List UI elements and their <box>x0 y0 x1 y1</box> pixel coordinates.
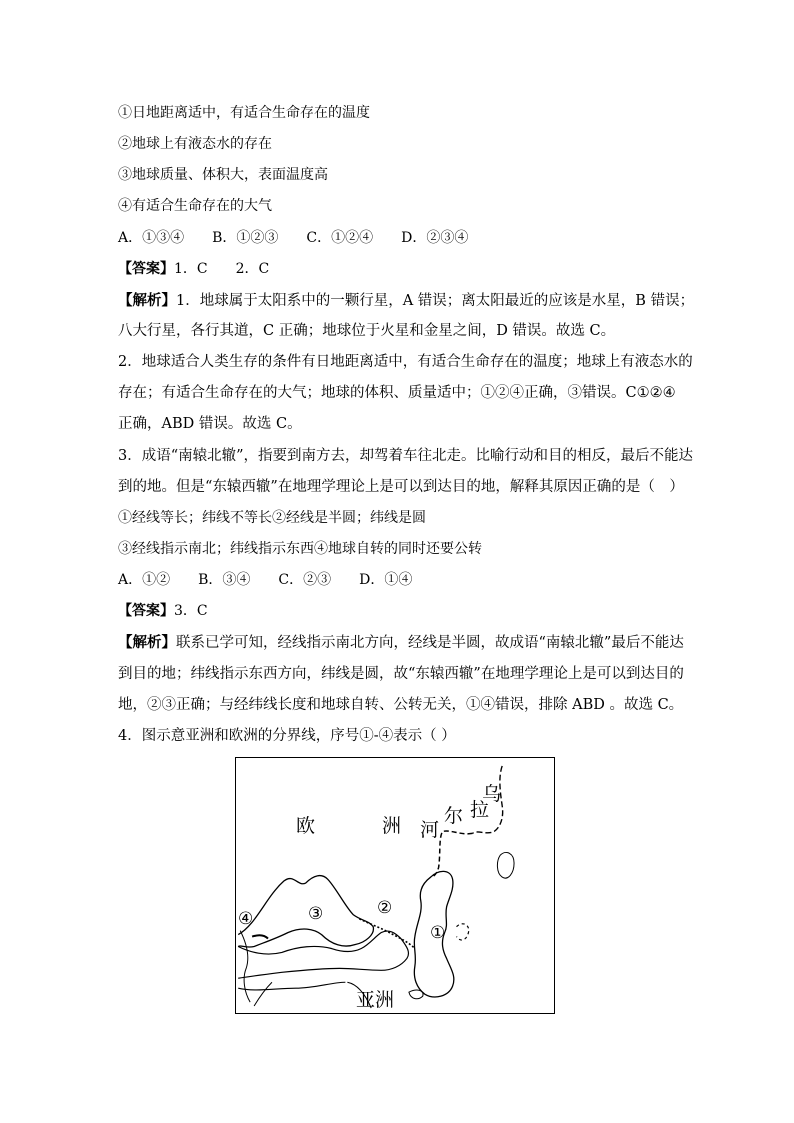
label-river-4: 乌 <box>482 783 502 805</box>
q2-choices <box>118 228 678 248</box>
q3-stem-line-2: 到的地。但是“东辕西辙”在地理学理论上是可以到达目的地，解释其原因正确的是（ ） <box>118 479 684 495</box>
island-1 <box>497 852 514 878</box>
explanation-1-2-line-3: 2．地球适合人类生存的条件有日地距离适中，有适合生命存在的温度；地球上有液态水的 <box>118 354 693 370</box>
map-drawing <box>236 758 554 1013</box>
aral-sea-dashed <box>457 924 469 940</box>
marker-3: ③ <box>308 904 324 924</box>
label-asia: 亚洲 <box>356 989 395 1011</box>
coastline-anatolia <box>238 931 408 978</box>
q2-option-4: ④有适合生命存在的大气 <box>118 198 272 214</box>
europe-asia-boundary-map <box>235 757 555 1014</box>
explanation-1-2-line-5: 正确，ABD 错误。故选 C。 <box>118 416 302 432</box>
explanation-1-2-line-1: 【解析】1．地球属于太阳系中的一颗行星，A 错误；离太阳最近的应该是水星，B 错误； <box>118 292 695 309</box>
explanation-tag: 【解析】 <box>118 292 176 309</box>
answer-3 <box>118 601 678 621</box>
answer-text: 1．C 2．C <box>174 261 270 277</box>
q3-choice-b: B．③④ <box>198 572 251 588</box>
label-river-1: 河 <box>420 819 440 841</box>
q3-choice-d: D．①④ <box>359 572 413 588</box>
q3-options-3-4: ③经线指示南北；纬线指示东西④地球自转的同时还要公转 <box>118 541 482 557</box>
q2-option-1: ①日地距离适中，有适合生命存在的温度 <box>118 105 370 121</box>
explanation-3-line-2: 到目的地；纬线指示东西方向，纬线是圆，故“东辕西辙”在地理学理论上是可以到达目的 <box>118 666 684 682</box>
q2-option-3: ③地球质量、体积大，表面温度高 <box>118 167 328 183</box>
q4-stem: 4．图示意亚洲和欧洲的分界线，序号①-④表示（ ） <box>118 728 456 744</box>
q2-option-2: ②地球上有液态水的存在 <box>118 136 272 152</box>
answer-tag: 【答案】 <box>118 603 174 619</box>
q3-choice-c: C．②③ <box>278 572 332 588</box>
marker-1: ① <box>430 923 446 943</box>
label-river-2: 尔 <box>444 805 464 827</box>
q3-choice-a: A．①② <box>118 572 171 588</box>
q2-choice-c: C．①②④ <box>306 230 374 246</box>
answer-tag: 【答案】 <box>118 261 174 277</box>
q3-options-1-2: ①经线等长；纬线不等长②经线是半圆；纬线是圆 <box>118 510 426 526</box>
explanation-3-line-1: 【解析】联系已学可知，经线指示南北方向，经线是半圆，故成语“南辕北辙”最后不能达 <box>118 634 684 651</box>
q2-choice-b: B．①②③ <box>212 230 279 246</box>
marker-2: ② <box>377 898 393 918</box>
marker-4: ④ <box>238 909 254 929</box>
explanation-tag: 【解析】 <box>118 634 176 651</box>
bosporus-strait <box>252 935 268 938</box>
q2-choice-d: D．②③④ <box>401 230 469 246</box>
explanation-1-2-line-4: 存在；有适合生命存在的大气；地球的体积、质量适中；①②④正确，③错误。C①②④ <box>118 385 676 401</box>
q3-choices <box>118 570 678 590</box>
answer-1-2 <box>118 259 678 279</box>
explanation-1-2-line-2: 八大行星，各行其道，C 正确；地球位于火星和金星之间，D 错误。故选 C。 <box>118 323 616 339</box>
explanation-3-line-3: 地，②③正确；与经纬线长度和地球自转、公转无关，①④错误，排除 ABD 。故选 C。 <box>118 697 684 713</box>
label-europe-2: 洲 <box>382 815 402 837</box>
answer-text: 3．C <box>174 603 208 619</box>
q3-stem-line-1: 3．成语“南辕北辙”，指要到南方去，却驾着车往北走。比喻行动和目的相反，最后不能达 <box>118 448 694 464</box>
coastline-black-sea-north <box>238 876 373 948</box>
coastline-south <box>238 982 371 1008</box>
label-river-3: 拉 <box>470 799 490 821</box>
label-europe-1: 欧 <box>296 815 316 837</box>
island-2 <box>409 990 423 999</box>
q2-choice-a: A．①③④ <box>118 230 185 246</box>
